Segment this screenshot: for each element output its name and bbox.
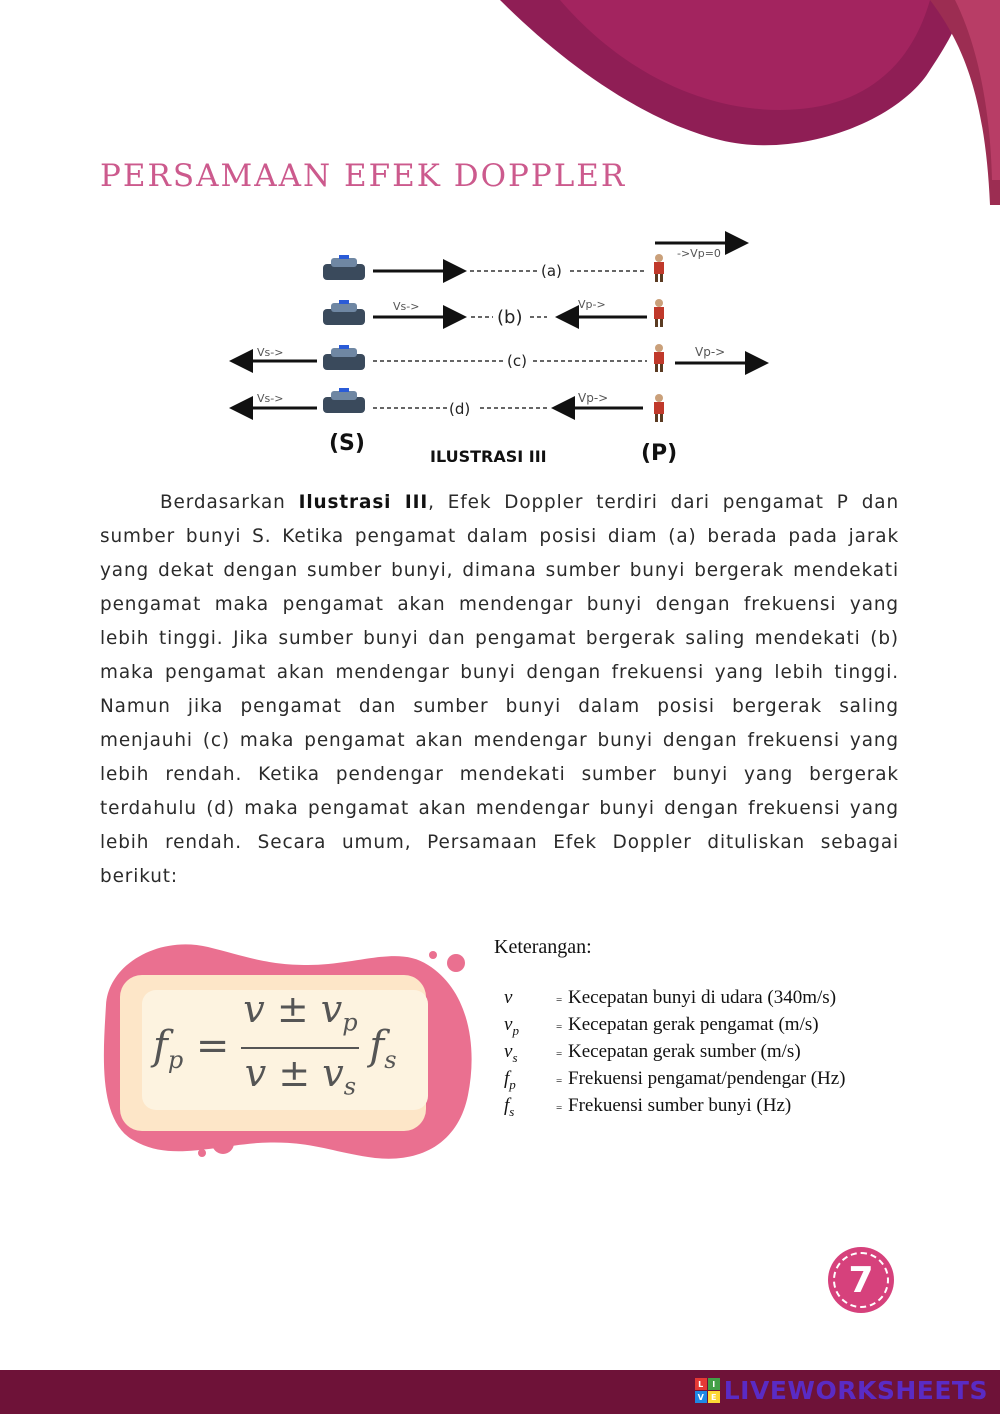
footer-bar <box>0 1370 1000 1414</box>
legend-symbol-sub: s <box>512 1049 518 1065</box>
formula-lhs-sub: p <box>167 1045 184 1074</box>
formula-denominator-sub: s <box>343 1072 357 1101</box>
fraction-bar <box>241 1047 359 1049</box>
legend-row <box>494 987 846 1014</box>
observer-label: (P) <box>641 441 678 466</box>
person-icon <box>654 299 664 327</box>
explanation-paragraph <box>100 486 899 894</box>
formula-rhs <box>369 1023 396 1074</box>
legend-symbol-sub: p <box>509 1076 516 1092</box>
vp-label-b: Vp-> <box>578 298 606 311</box>
legend-keterangan <box>494 936 846 1122</box>
legend-symbol <box>494 1014 556 1039</box>
formula-denominator-base: v ± v <box>244 1051 344 1095</box>
formula-denominator <box>245 1051 356 1109</box>
vs-label-d: Vs-> <box>257 392 284 405</box>
vp-label-d: Vp-> <box>578 391 609 405</box>
paragraph-text-start: Berdasarkan <box>160 492 299 513</box>
logo-letter: E <box>708 1391 720 1403</box>
police-car-icon <box>323 300 365 325</box>
formula-numerator-base: v ± v <box>243 987 343 1032</box>
person-icon <box>654 394 664 422</box>
row-b-label: (b) <box>497 307 523 328</box>
vp-label-c: Vp-> <box>695 345 726 359</box>
legend-symbol <box>494 1068 556 1093</box>
person-icon <box>654 254 664 282</box>
page-number-badge <box>828 1247 894 1313</box>
liveworksheets-brand[interactable] <box>695 1376 988 1405</box>
legend-symbol-sub: p <box>512 1022 519 1038</box>
formula-rhs-sub: s <box>384 1045 397 1074</box>
legend-equals: = <box>556 1048 563 1060</box>
logo-letter: V <box>695 1391 707 1403</box>
police-car-icon <box>323 255 365 280</box>
brand-name: LIVEWORKSHEETS <box>723 1376 988 1405</box>
formula-lhs <box>153 1023 229 1074</box>
legend-title: Keterangan: <box>494 936 592 958</box>
legend-description: Kecepatan gerak pengamat (m/s) <box>568 1014 819 1035</box>
formula-lhs-base: f <box>153 1022 168 1069</box>
legend-equals: = <box>556 994 563 1006</box>
logo-letter: I <box>708 1378 720 1390</box>
legend-equals: = <box>556 1075 563 1087</box>
paragraph-text-rest: , Efek Doppler terdiri dari pengamat P dan sumber bunyi S. Ketika pengamat dalam posisi diam (a) berada pada jarak yang dekat dengan sumber bunyi, dimana sumber bunyi bergerak mendekati pengamat maka pengamat akan mendengar bunyi dengan frekuensi yang lebih tinggi. Jika sumber bunyi dan pengamat bergerak saling mendekati (b) maka pengamat akan mendengar bunyi dengan frekuensi yang lebih tinggi. Namun jika pengamat dan sumber bunyi dalam posisi bergerak saling menjauhi (c) maka pengamat akan mendengar bunyi dengan frekuensi yang lebih rendah. Ketika pendengar mendekati sumber bunyi yang bergerak terdahulu (d) maka pengamat akan mendengar bunyi dengan frekuensi yang lebih rendah. Secara umum, Persamaan Efek Doppler dituliskan sebagai berikut: <box>100 492 899 887</box>
formula-rhs-base: f <box>369 1022 385 1069</box>
legend-description: Kecepatan gerak sumber (m/s) <box>568 1041 801 1062</box>
police-car-icon <box>323 345 365 370</box>
legend-row <box>494 1095 846 1122</box>
legend-symbol <box>494 1095 556 1120</box>
doppler-formula <box>145 987 427 1106</box>
legend-description: Frekuensi pengamat/pendengar (Hz) <box>568 1068 846 1089</box>
legend-symbol-base: v <box>504 1014 513 1035</box>
source-label: (S) <box>329 431 365 456</box>
legend-row <box>494 1014 846 1041</box>
liveworksheets-logo-icon <box>695 1378 720 1403</box>
page-number: 7 <box>848 1259 874 1301</box>
illustration-caption: ILUSTRASI III <box>430 447 547 466</box>
row-d-label: (d) <box>449 400 471 418</box>
police-car-icon <box>323 388 365 413</box>
page-title: PERSAMAAN EFEK DOPPLER <box>100 158 627 194</box>
legend-symbol-base: v <box>504 1041 513 1062</box>
legend-row <box>494 1068 846 1095</box>
vs-label-b: Vs-> <box>393 300 420 313</box>
person-icon <box>654 344 664 372</box>
formula-fraction <box>241 987 359 1108</box>
row-a-label: (a) <box>541 262 562 280</box>
vp-zero-label: ->Vp=0 <box>677 247 721 260</box>
legend-symbol-base: f <box>504 1068 510 1089</box>
legend-description: Frekuensi sumber bunyi (Hz) <box>568 1095 792 1116</box>
legend-equals: = <box>556 1021 563 1033</box>
doppler-illustration <box>225 228 785 473</box>
legend-description: Kecepatan bunyi di udara (340m/s) <box>568 987 837 1008</box>
legend-symbol <box>494 987 556 1012</box>
formula-numerator <box>243 987 357 1045</box>
legend-symbol-base: f <box>504 1095 510 1116</box>
legend-symbol-base: v <box>504 987 513 1008</box>
paragraph-bold-term: Ilustrasi III <box>298 492 429 513</box>
formula-equals: = <box>195 1022 230 1069</box>
row-c-label: (c) <box>507 352 527 370</box>
legend-symbol-sub: s <box>509 1103 515 1119</box>
formula-numerator-sub: p <box>342 1009 358 1037</box>
legend-symbol <box>494 1041 556 1066</box>
vs-label-c: Vs-> <box>257 346 284 359</box>
logo-letter: L <box>695 1378 707 1390</box>
legend-row <box>494 1041 846 1068</box>
corner-swirl-decoration <box>0 0 1000 260</box>
legend-equals: = <box>556 1102 563 1114</box>
